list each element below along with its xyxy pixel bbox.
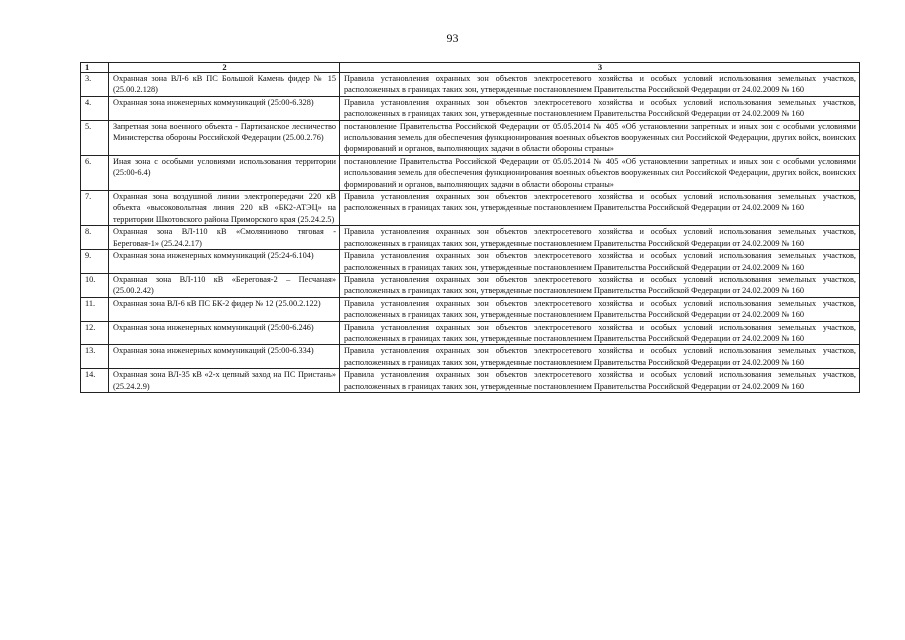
table-row bbox=[81, 120, 860, 155]
table-row bbox=[81, 321, 860, 345]
legal-basis-cell: Правила установления охранных зон объектов электросетевого хозяйства и особых условий использования земельных участков, расположенных в границах таких зон, утвержденные постановлением Правительства Российской Федерации от 24.02.2009 № 160 bbox=[340, 273, 860, 297]
row-number-cell: 5. bbox=[81, 120, 109, 155]
row-number-cell: 11. bbox=[81, 297, 109, 321]
table-row bbox=[81, 155, 860, 190]
table-row bbox=[81, 273, 860, 297]
row-number-cell: 6. bbox=[81, 155, 109, 190]
table-row bbox=[81, 369, 860, 393]
zone-name-cell: Охранная зона воздушной линии электропередачи 220 кВ объекта «высоковольтная линия 220 кВ «БК2-АТЭЦ» на территории Шкотовского района Приморского края (25.24.2.5) bbox=[109, 191, 340, 226]
row-number-cell: 9. bbox=[81, 250, 109, 274]
zone-name-cell: Охранная зона ВЛ-110 кВ «Смоляниново тяговая - Береговая-1» (25.24.2.17) bbox=[109, 226, 340, 250]
zones-table bbox=[80, 62, 860, 393]
table-row bbox=[81, 297, 860, 321]
row-number-cell: 8. bbox=[81, 226, 109, 250]
page-number: 93 bbox=[446, 31, 459, 45]
zone-name-cell: Охранная зона инженерных коммуникаций (25:24-6.104) bbox=[109, 250, 340, 274]
row-number-cell: 14. bbox=[81, 369, 109, 393]
zone-name-cell: Охранная зона ВЛ-110 кВ «Береговая-2 – Песчаная» (25.00.2.42) bbox=[109, 273, 340, 297]
table-header-row bbox=[81, 63, 860, 73]
row-number-cell: 7. bbox=[81, 191, 109, 226]
legal-basis-cell: Правила установления охранных зон объектов электросетевого хозяйства и особых условий использования земельных участков, расположенных в границах таких зон, утвержденные постановлением Правительства Российской Федерации от 24.02.2009 № 160 bbox=[340, 369, 860, 393]
legal-basis-cell: Правила установления охранных зон объектов электросетевого хозяйства и особых условий использования земельных участков, расположенных в границах таких зон, утвержденные постановлением Правительства Российской Федерации от 24.02.2009 № 160 bbox=[340, 250, 860, 274]
zone-name-cell: Иная зона с особыми условиями использования территории (25:00-6.4) bbox=[109, 155, 340, 190]
row-number-cell: 13. bbox=[81, 345, 109, 369]
zone-name-cell: Охранная зона инженерных коммуникаций (25:00-6.246) bbox=[109, 321, 340, 345]
row-number-cell: 10. bbox=[81, 273, 109, 297]
table-row bbox=[81, 250, 860, 274]
legal-basis-cell: постановление Правительства Российской Федерации от 05.05.2014 № 405 «Об установлении запретных и иных зон с особыми условиями использования земель для обеспечения функционирования военных объектов вооруженных сил Российской Федерации, других войск, воинских формирований и органов, выполняющих задачи в области обороны страны» bbox=[340, 155, 860, 190]
zone-name-cell: Охранная зона ВЛ-6 кВ ПС БК-2 фидер № 12 (25.00.2.122) bbox=[109, 297, 340, 321]
legal-basis-cell: постановление Правительства Российской Федерации от 05.05.2014 № 405 «Об установлении запретных и иных зон с особыми условиями использования земель для обеспечения функционирования военных объектов вооруженных сил Российской Федерации, других войск, воинских формирований и органов, выполняющих задачи в области обороны страны» bbox=[340, 120, 860, 155]
table-row bbox=[81, 191, 860, 226]
table-row bbox=[81, 96, 860, 120]
column-header-1: 1 bbox=[81, 63, 109, 73]
zone-name-cell: Запретная зона военного объекта - Партизанское лесничество Министерства обороны Российской Федерации (25.00.2.76) bbox=[109, 120, 340, 155]
legal-basis-cell: Правила установления охранных зон объектов электросетевого хозяйства и особых условий использования земельных участков, расположенных в границах таких зон, утвержденные постановлением Правительства Российской Федерации от 24.02.2009 № 160 bbox=[340, 96, 860, 120]
table-row bbox=[81, 226, 860, 250]
row-number-cell: 4. bbox=[81, 96, 109, 120]
row-number-cell: 3. bbox=[81, 73, 109, 97]
table-row bbox=[81, 345, 860, 369]
column-header-3: 3 bbox=[340, 63, 860, 73]
legal-basis-cell: Правила установления охранных зон объектов электросетевого хозяйства и особых условий использования земельных участков, расположенных в границах таких зон, утвержденные постановлением Правительства Российской Федерации от 24.02.2009 № 160 bbox=[340, 226, 860, 250]
zone-name-cell: Охранная зона ВЛ-35 кВ «2-х цепный заход на ПС Пристань» (25.24.2.9) bbox=[109, 369, 340, 393]
legal-basis-cell: Правила установления охранных зон объектов электросетевого хозяйства и особых условий использования земельных участков, расположенных в границах таких зон, утвержденные постановлением Правительства Российской Федерации от 24.02.2009 № 160 bbox=[340, 321, 860, 345]
legal-basis-cell: Правила установления охранных зон объектов электросетевого хозяйства и особых условий использования земельных участков, расположенных в границах таких зон, утвержденные постановлением Правительства Российской Федерации от 24.02.2009 № 160 bbox=[340, 297, 860, 321]
legal-basis-cell: Правила установления охранных зон объектов электросетевого хозяйства и особых условий использования земельных участков, расположенных в границах таких зон, утвержденные постановлением Правительства Российской Федерации от 24.02.2009 № 160 bbox=[340, 73, 860, 97]
legal-basis-cell: Правила установления охранных зон объектов электросетевого хозяйства и особых условий использования земельных участков, расположенных в границах таких зон, утвержденные постановлением Правительства Российской Федерации от 24.02.2009 № 160 bbox=[340, 345, 860, 369]
zone-name-cell: Охранная зона инженерных коммуникаций (25:00-6.334) bbox=[109, 345, 340, 369]
zone-name-cell: Охранная зона ВЛ-6 кВ ПС Большой Камень фидер № 15 (25.00.2.128) bbox=[109, 73, 340, 97]
legal-basis-cell: Правила установления охранных зон объектов электросетевого хозяйства и особых условий использования земельных участков, расположенных в границах таких зон, утвержденные постановлением Правительства Российской Федерации от 24.02.2009 № 160 bbox=[340, 191, 860, 226]
column-header-2: 2 bbox=[109, 63, 340, 73]
zone-name-cell: Охранная зона инженерных коммуникаций (25:00-6.328) bbox=[109, 96, 340, 120]
row-number-cell: 12. bbox=[81, 321, 109, 345]
table-row bbox=[81, 73, 860, 97]
